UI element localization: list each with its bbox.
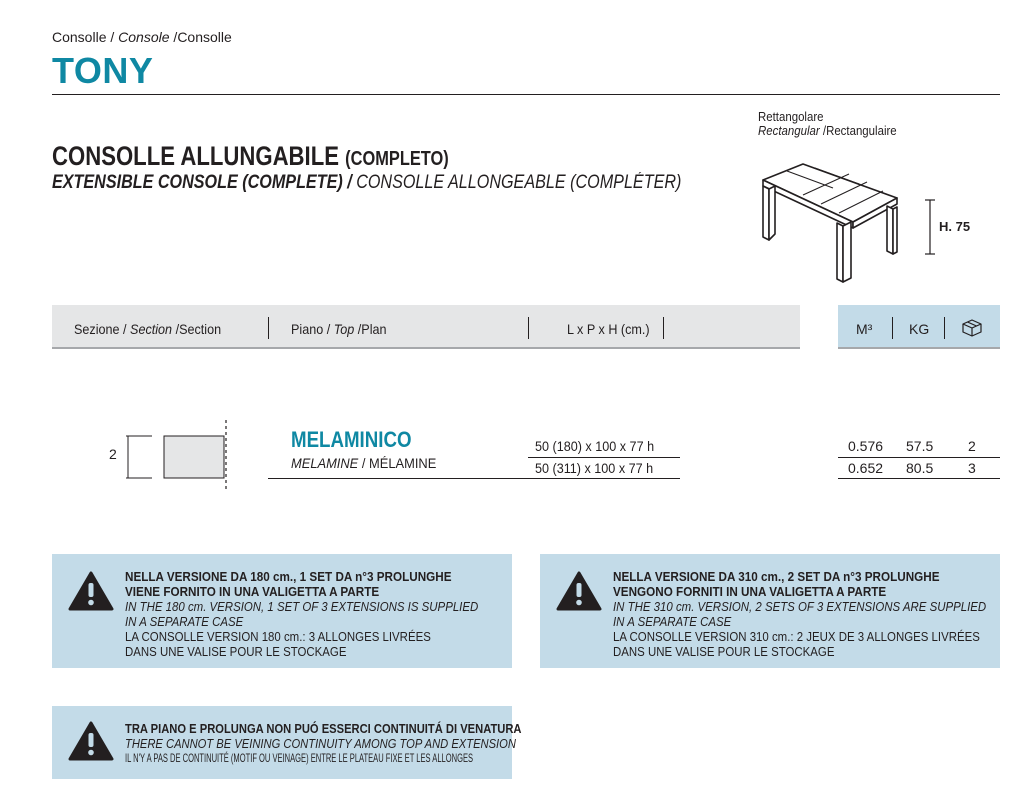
material-name-en-fr: MELAMINE / MÉLAMINE — [291, 455, 437, 471]
note-line: IN THE 310 cm. VERSION, 2 SETS OF 3 EXTENSIONS ARE SUPPLIED — [613, 599, 987, 614]
variant-m3: 0.652 — [848, 460, 884, 476]
material-name-fr: MÉLAMINE — [369, 455, 437, 471]
header-divider — [944, 317, 945, 339]
note-line: VENGONO FORNITI IN UNA VALIGETTA A PARTE — [613, 584, 887, 599]
note-box — [52, 554, 512, 668]
note-line: IN A SEPARATE CASE — [613, 614, 732, 629]
variant-dims-text: 50 (311) x 100 x 77 h — [535, 460, 654, 476]
header-divider — [528, 317, 529, 339]
header-top: Piano / Top /Plan — [291, 321, 387, 337]
variant-boxes: 2 — [968, 438, 976, 454]
breadcrumb: Consolle / Console /Consolle — [52, 29, 232, 45]
row-divider — [838, 457, 1000, 458]
variant-boxes: 3 — [968, 460, 976, 476]
product-title-fr: CONSOLLE ALLONGEABLE (COMPLÉTER) — [356, 172, 682, 193]
material-name-en: MELAMINE — [291, 455, 359, 471]
note-box — [540, 554, 1000, 668]
variant-dims — [535, 438, 667, 454]
product-title-suffix: (COMPLETO) — [345, 148, 449, 170]
collection-title: TONY — [52, 50, 154, 91]
material-name — [291, 427, 433, 453]
variant-dims-text: 50 (180) x 100 x 77 h — [535, 438, 655, 454]
note-line: LA CONSOLLE VERSION 180 cm.: 3 ALLONGES LIVRÉES — [125, 629, 431, 644]
shape-label-en-fr: Rectangular /Rectangulaire — [758, 123, 897, 138]
header-section: Sezione / Section /Section — [74, 321, 222, 337]
header-section-it: Sezione — [74, 321, 120, 337]
warning-icon — [68, 721, 114, 761]
note-line: IN THE 180 cm. VERSION, 1 SET OF 3 EXTENSIONS IS SUPPLIED — [125, 599, 479, 614]
header-top-it: Piano — [291, 321, 324, 337]
warning-icon — [556, 571, 602, 611]
note-line: IL N'Y A PAS DE CONTINUITÉ (MOTIF OU VEINAGE) ENTRE LE PLATEAU FIXE ET LES ALLONGES — [125, 751, 474, 765]
product-title-en-fr: EXTENSIBLE CONSOLE (COMPLETE) / CONSOLLE ALLONGEABLE (COMPLÉTER) — [52, 172, 682, 193]
header-divider — [268, 317, 269, 339]
shape-label-it — [758, 109, 832, 124]
header-dims — [567, 321, 659, 337]
row-bottom-divider — [268, 478, 680, 479]
console-table-drawing — [755, 160, 985, 286]
header-m3: M³ — [856, 321, 873, 337]
warning-icon — [68, 571, 114, 611]
note-line: DANS UNE VALISE POUR LE STOCKAGE — [613, 644, 835, 659]
variant-m3: 0.576 — [848, 438, 884, 454]
note-line: VIENE FORNITO IN UNA VALIGETTA A PARTE — [125, 584, 380, 599]
variant-dims — [535, 460, 666, 476]
note-line: LA CONSOLLE VERSION 310 cm.: 2 JEUX DE 3 ALLONGES LIVRÉES — [613, 629, 980, 644]
shape-fr-text: Rectangulaire — [826, 123, 897, 138]
shape-it-text: Rettangolare — [758, 109, 824, 124]
note-line: THERE CANNOT BE VEINING CONTINUITY AMONG TOP AND EXTENSION — [125, 736, 516, 751]
note-line: TRA PIANO E PROLUNGA NON PUÓ ESSERCI CONTINUITÁ DI VENATURA — [125, 721, 522, 736]
section-diagram — [122, 418, 232, 494]
header-kg: KG — [909, 321, 930, 337]
header-section-en: Section — [130, 321, 173, 337]
title-divider — [52, 94, 1000, 95]
material-name-it: MELAMINICO — [291, 427, 412, 452]
note-line: NELLA VERSIONE DA 180 cm., 1 SET DA n°3 PROLUNGHE — [125, 569, 452, 584]
row-bottom-divider — [838, 478, 1000, 479]
header-divider — [892, 317, 893, 339]
note-box — [52, 706, 522, 779]
header-divider — [663, 317, 664, 339]
note-line: IN A SEPARATE CASE — [125, 614, 244, 629]
note-line: NELLA VERSIONE DA 310 cm., 2 SET DA n°3 PROLUNGHE — [613, 569, 940, 584]
header-dims-text: L x P x H (cm.) — [567, 321, 650, 337]
header-top-en: Top — [333, 321, 355, 337]
row-divider — [528, 457, 680, 458]
breadcrumb-fr: Consolle — [177, 29, 232, 45]
shape-en-text: Rectangular — [758, 123, 820, 138]
header-section-fr: Section — [179, 321, 222, 337]
breadcrumb-en: Console — [118, 29, 170, 45]
note-line: DANS UNE VALISE POUR LE STOCKAGE — [125, 644, 347, 659]
header-top-fr: Plan — [361, 321, 387, 337]
height-label: H. 75 — [939, 219, 971, 234]
product-title-en: EXTENSIBLE CONSOLE (COMPLETE) — [52, 172, 343, 193]
variant-kg: 80.5 — [906, 460, 934, 476]
breadcrumb-it: Consolle — [52, 29, 107, 45]
product-title-main: CONSOLLE ALLUNGABILE — [52, 141, 339, 171]
section-quantity: 2 — [109, 446, 117, 462]
variant-kg: 57.5 — [906, 438, 934, 454]
product-title-it — [52, 141, 536, 172]
package-icon — [961, 318, 983, 338]
